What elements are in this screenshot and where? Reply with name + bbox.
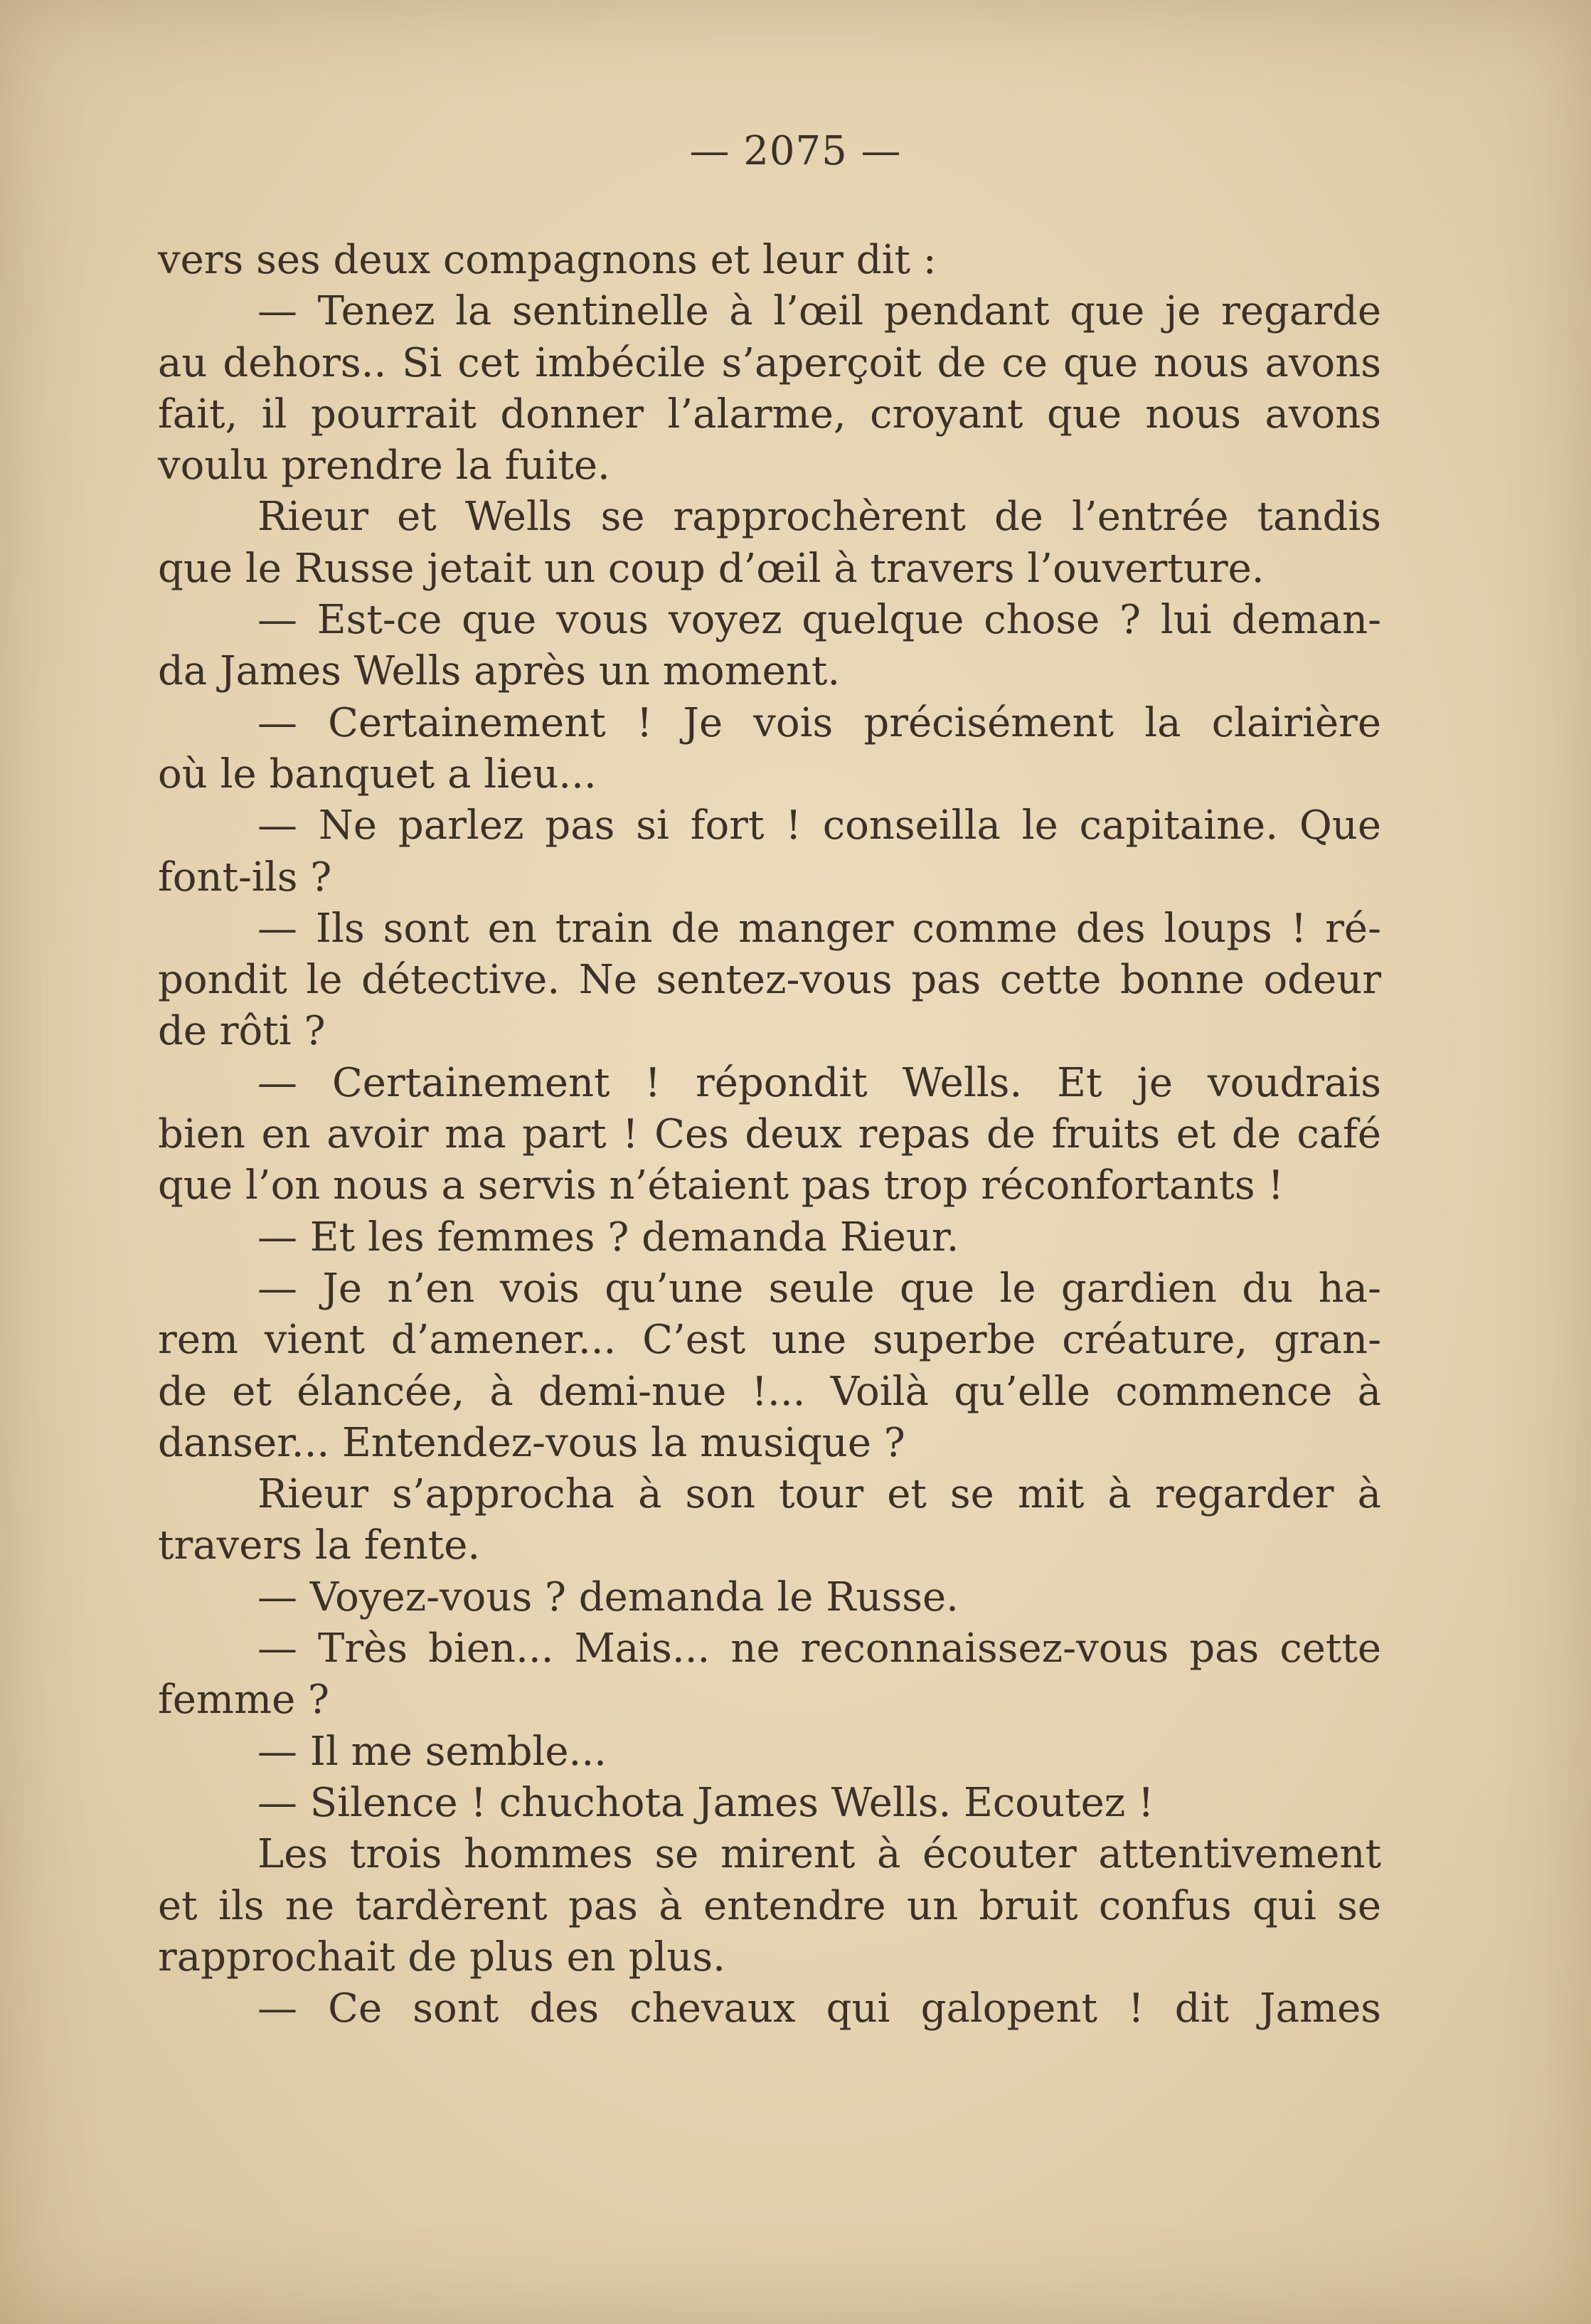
text-line: rapprochait de plus en plus. xyxy=(158,1933,725,1980)
text-line: — Très bien... Mais... ne reconnaissez-vous pas cette xyxy=(257,1625,1381,1672)
text-line: — Ils sont en train de manger comme des loups ! ré- xyxy=(257,905,1381,952)
text-line: — Certainement ! Je vois précisément la clairière xyxy=(257,699,1381,746)
text-line: Rieur et Wells se rapprochèrent de l’entrée tandis xyxy=(257,494,1381,541)
text-line: — Et les femmes ? demanda Rieur. xyxy=(257,1214,959,1261)
text-line: bien en avoir ma part ! Ces deux repas de fruits et de café xyxy=(158,1111,1381,1158)
text-line: danser... Entendez-vous la musique ? xyxy=(158,1419,905,1466)
text-line: vers ses deux compagnons et leur dit : xyxy=(158,237,937,283)
text-line: — Ne parlez pas si fort ! conseilla le capitaine. Que xyxy=(257,802,1381,849)
text-line: da James Wells après un moment. xyxy=(158,648,841,695)
text-line: — Tenez la sentinelle à l’œil pendant que je regarde xyxy=(257,288,1381,335)
text-line: où le banquet a lieu... xyxy=(158,750,597,797)
text-line: — Ce sont des chevaux qui galopent ! dit James xyxy=(257,1985,1381,2032)
text-line: — Il me semble... xyxy=(257,1728,607,1775)
text-line: fait, il pourrait donner l’alarme, croyant que nous avons xyxy=(158,391,1381,437)
text-line: Les trois hommes se mirent à écouter attentivement xyxy=(257,1831,1381,1878)
text-line: rem vient d’amener... C’est une superbe créature, gran- xyxy=(158,1317,1381,1364)
page-number: — 2075 — xyxy=(689,128,902,174)
text-line: voulu prendre la fuite. xyxy=(158,442,610,489)
text-line: que le Russe jetait un coup d’œil à travers l’ouverture. xyxy=(158,545,1265,592)
text-line: — Est-ce que vous voyez quelque chose ? lui deman- xyxy=(257,597,1381,644)
text-line: de et élancée, à demi-nue !... Voilà qu’elle commence à xyxy=(158,1368,1381,1415)
text-line: femme ? xyxy=(158,1677,330,1724)
text-line: — Silence ! chuchota James Wells. Ecoutez ! xyxy=(257,1779,1154,1826)
text-line: travers la fente. xyxy=(158,1522,481,1569)
text-line: — Je n’en vois qu’une seule que le gardien du ha- xyxy=(257,1265,1381,1312)
text-line: au dehors.. Si cet imbécile s’aperçoit de ce que nous avons xyxy=(158,339,1381,386)
text-line: que l’on nous a servis n’étaient pas trop réconfortants ! xyxy=(158,1162,1284,1209)
body-text xyxy=(158,235,1381,2034)
text-line: — Certainement ! répondit Wells. Et je voudrais xyxy=(257,1059,1381,1106)
text-line: et ils ne tardèrent pas à entendre un bruit confus qui se xyxy=(158,1882,1381,1929)
text-line: pondit le détective. Ne sentez-vous pas cette bonne odeur xyxy=(158,957,1381,1004)
text-line: Rieur s’approcha à son tour et se mit à regarder à xyxy=(257,1471,1381,1518)
text-line: — Voyez-vous ? demanda le Russe. xyxy=(257,1574,959,1620)
text-line: de rôti ? xyxy=(158,1008,326,1055)
text-line: font-ils ? xyxy=(158,854,332,901)
